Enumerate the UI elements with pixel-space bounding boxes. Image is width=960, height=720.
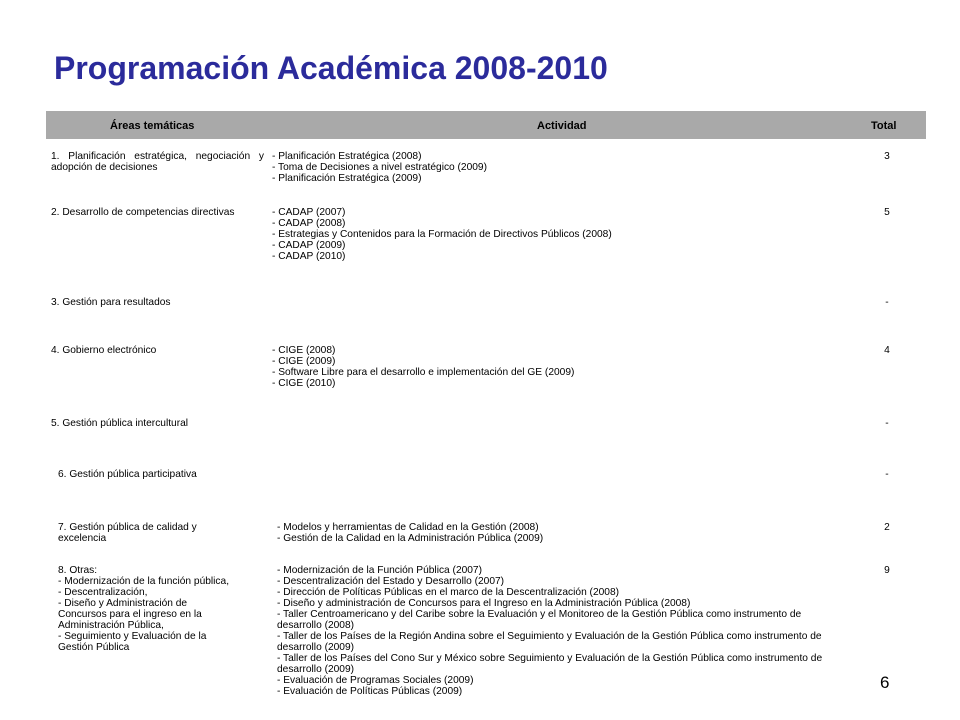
activity-cell: - CIGE (2008) - CIGE (2009) - Software Libre para el desarrollo e implementación del GE (2009) - CIGE (2010) xyxy=(272,345,575,389)
area-cell: 7. Gestión pública de calidad y excelencia xyxy=(58,522,197,544)
area-cell: 3. Gestión para resultados xyxy=(51,297,171,308)
header-actividad: Actividad xyxy=(537,120,587,132)
slide-title: Programación Académica 2008-2010 xyxy=(54,50,608,86)
area-cell: 4. Gobierno electrónico xyxy=(51,345,157,356)
area-cell: 1. Planificación estratégica, negociación y adopción de decisiones xyxy=(51,151,264,173)
area-cell: 5. Gestión pública intercultural xyxy=(51,418,189,429)
page-number: 6 xyxy=(880,673,890,692)
total-cell: - xyxy=(885,297,889,308)
area-cell: 6. Gestión pública participativa xyxy=(58,469,197,480)
header-areas-tematicas: Áreas temáticas xyxy=(110,120,195,132)
total-cell: - xyxy=(885,469,889,480)
header-total: Total xyxy=(871,120,897,132)
total-cell: 9 xyxy=(884,565,890,576)
table-header xyxy=(46,111,926,139)
total-cell: 2 xyxy=(884,522,890,533)
total-cell: 3 xyxy=(884,151,890,162)
area-cell: 8. Otras: - Modernización de la función pública, - Descentralización, - Diseño y Administración de Concursos para el ingreso en la Administración Pública, - Seguimiento y Evaluación de la Gestión Pública xyxy=(58,565,230,653)
activity-cell: - Planificación Estratégica (2008) - Toma de Decisiones a nivel estratégico (2009) - Planificación Estratégica (2009) xyxy=(272,151,487,184)
activity-cell: - CADAP (2007) - CADAP (2008) - Estrategias y Contenidos para la Formación de Directivos Públicos (2008) - CADAP (2009) - CADAP (2010) xyxy=(272,207,612,262)
activity-cell: - Modelos y herramientas de Calidad en la Gestión (2008) - Gestión de la Calidad en la Administración Pública (2009) xyxy=(277,522,544,544)
total-cell: - xyxy=(885,418,889,429)
total-cell: 5 xyxy=(884,207,890,218)
activity-cell: - Modernización de la Función Pública (2007) - Descentralización del Estado y Desarrollo (2007) - Dirección de Políticas Públicas en el marco de la Descentralización (2008) - Diseño y administración de Concursos para el Ingreso en la Administración Pública (2008) - Taller Centroamericano y del Caribe sobre la Evaluación y el Monitoreo de la Gestión Pública como instrumento de desarrollo (2008) - Taller de los Países de la Región Andina sobre el Seguimiento y Evaluación de la Gestión Pública como instrumento de desarrollo (2009) - Taller de los Países del Cono Sur y México sobre Seguimiento y Evaluación de la Gestión Pública como instrumento de desarrollo (2009) - Evaluación de Programas Sociales (2009) - Evaluación de Políticas Públicas (2009) xyxy=(277,565,823,697)
total-cell: 4 xyxy=(884,345,890,356)
area-cell: 2. Desarrollo de competencias directivas xyxy=(51,207,235,218)
